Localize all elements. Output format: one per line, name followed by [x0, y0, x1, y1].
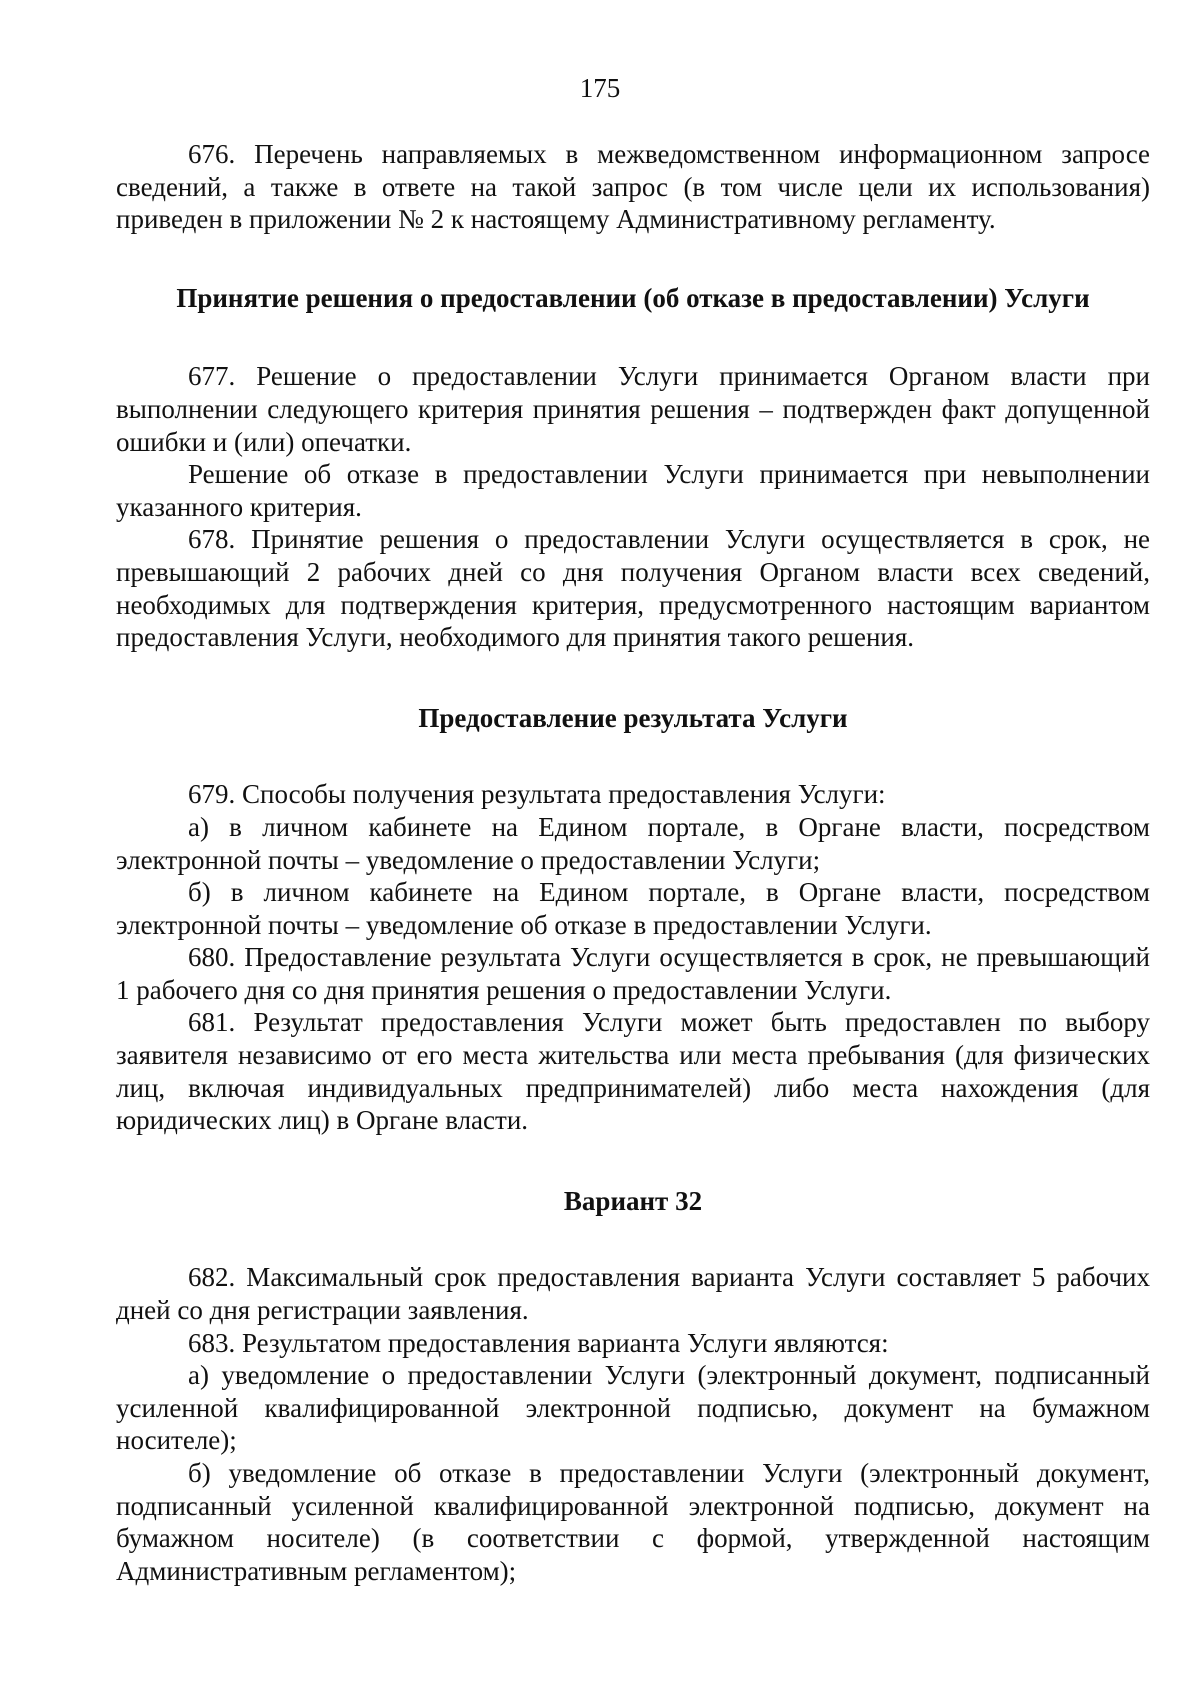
paragraph-680: 680. Предоставление результата Услуги осуществляется в срок, не превышающий 1 рабочего дня со дня принятия решения о предоставлении Услуги.: [116, 942, 1150, 1005]
document-body: [116, 138, 1150, 1587]
paragraph-refusal-decision: Решение об отказе в предоставлении Услуги принимается при невыполнении указанного критерия.: [116, 459, 1150, 522]
paragraph-683-a: а) уведомление о предоставлении Услуги (электронный документ, подписанный усиленной квалифицированной электронной подписью, документ на бумажном носителе);: [116, 1360, 1150, 1456]
paragraph-677: 677. Решение о предоставлении Услуги принимается Органом власти при выполнении следующего критерия принятия решения – подтвержден факт допущенной ошибки и (или) опечатки.: [116, 361, 1150, 457]
section-heading-result: Предоставление результата Услуги: [418, 702, 848, 733]
section-heading-decision: Принятие решения о предоставлении (об отказе в предоставлении) Услуги: [176, 282, 1090, 313]
page-number: 175: [579, 73, 621, 103]
paragraph-678: 678. Принятие решения о предоставлении Услуги осуществляется в срок, не превышающий 2 рабочих дней со дня получения Органом власти всех сведений, необходимых для подтверждения критерия, предусмотренного настоящим вариантом предоставления Услуги, необходимого для принятия такого решения.: [116, 524, 1150, 653]
paragraph-682: 682. Максимальный срок предоставления варианта Услуги составляет 5 рабочих дней со дня регистрации заявления.: [116, 1262, 1150, 1326]
paragraph-683-b: б) уведомление об отказе в предоставлении Услуги (электронный документ, подписанный усиленной квалифицированной электронной подписью, документ на бумажном носителе) (в соответствии с формой, утвержденной настоящим Административным регламентом);: [116, 1458, 1150, 1586]
paragraph-679-b: б) в личном кабинете на Едином портале, в Органе власти, посредством электронной почты – уведомление об отказе в предоставлении Услуги.: [116, 877, 1150, 940]
paragraph-683: 683. Результатом предоставления варианта Услуги являются:: [188, 1327, 889, 1358]
paragraph-676: 676. Перечень направляемых в межведомственном информационном запросе сведений, а также в ответе на такой запрос (в том числе цели их использования) приведен в приложении № 2 к настоящему Административному регламенту.: [116, 139, 1150, 235]
paragraph-679: 679. Способы получения результата предоставления Услуги:: [188, 779, 886, 810]
paragraph-679-a: а) в личном кабинете на Едином портале, в Органе власти, посредством электронной почты – уведомление о предоставлении Услуги;: [116, 811, 1150, 875]
paragraph-681: 681. Результат предоставления Услуги может быть предоставлен по выбору заявителя независимо от его места жительства или места пребывания (для физических лиц, включая индивидуальных предпринимателей) либо места нахождения (для юридических лиц) в Органе власти.: [116, 1007, 1150, 1136]
section-heading-variant-32: Вариант 32: [563, 1185, 703, 1216]
